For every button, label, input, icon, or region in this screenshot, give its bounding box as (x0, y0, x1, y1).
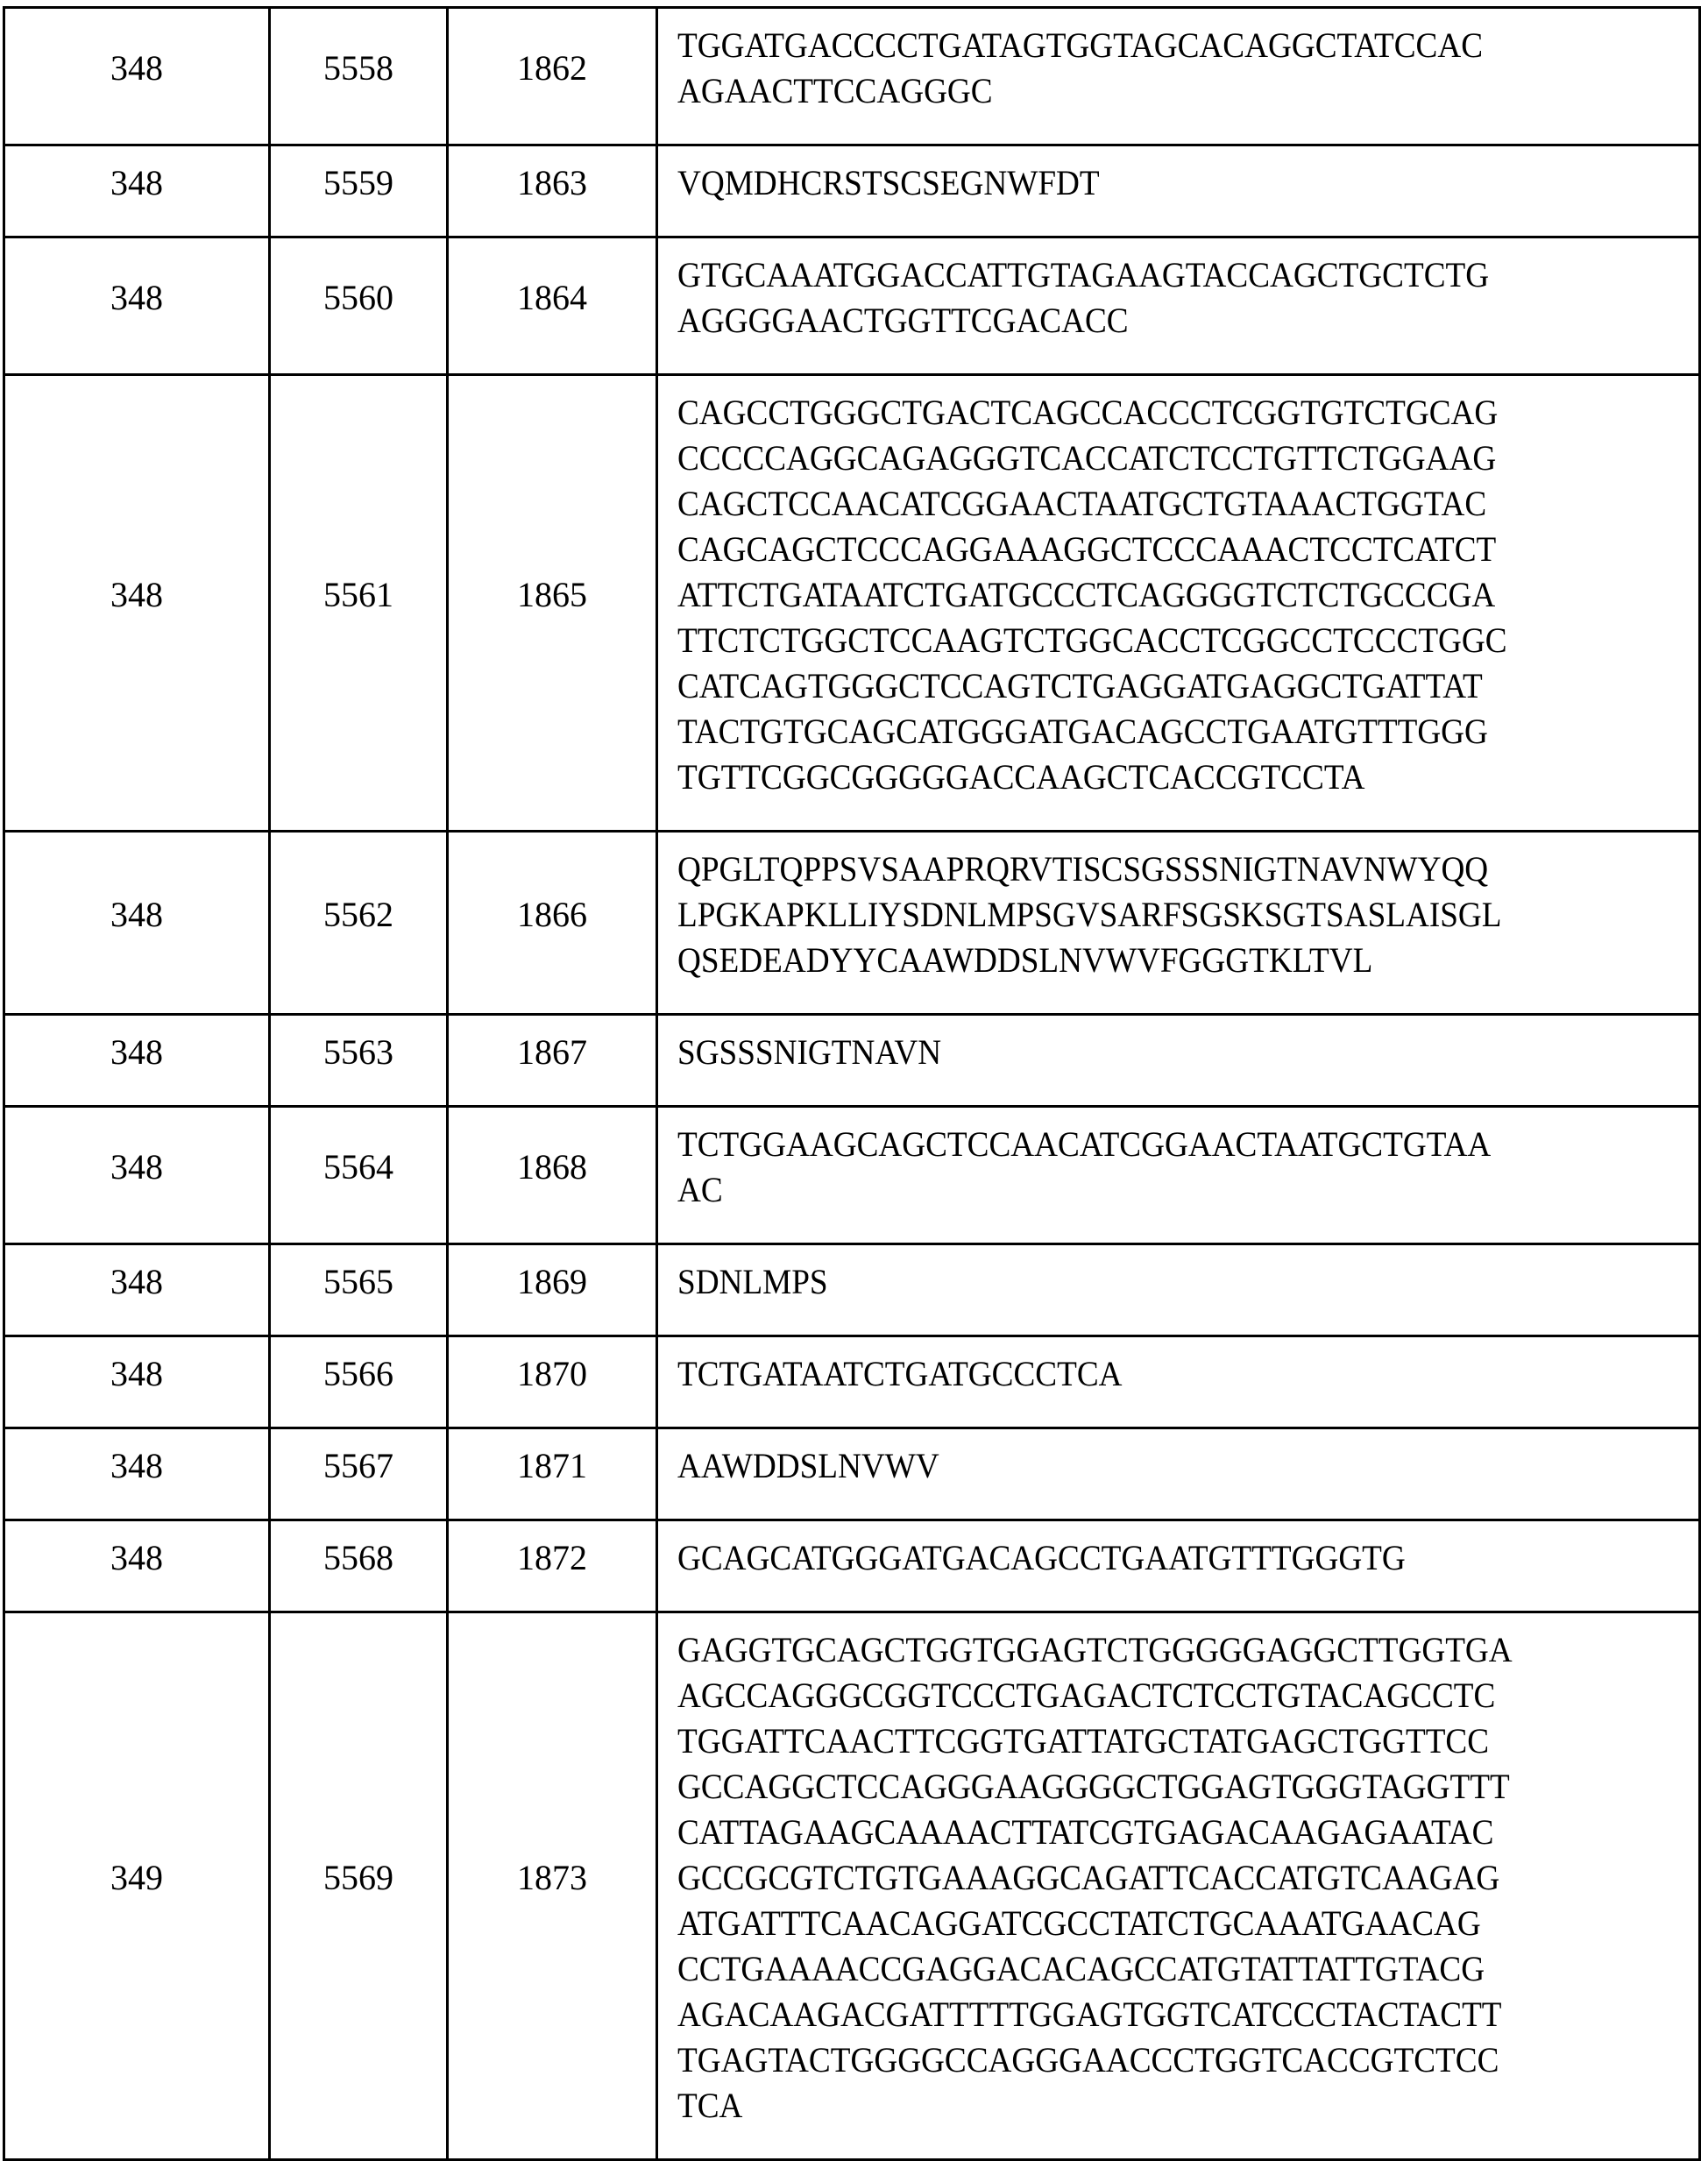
index-number-cell: 1864 (448, 237, 657, 375)
group-number-cell: 348 (4, 1107, 270, 1244)
sequence-cell (657, 1428, 1700, 1520)
index-number-cell: 1868 (448, 1107, 657, 1244)
sequence-cell (657, 832, 1700, 1015)
sequence-line: AGCCAGGGCGGTCCCTGAGACTCTCCTGTACAGCCTC (677, 1673, 1619, 1718)
sequence-line: VQMDHCRSTSCSEGNWFDT (677, 160, 1619, 206)
seq-id-cell: 5568 (270, 1520, 448, 1612)
group-number-cell: 348 (4, 1336, 270, 1428)
group-number-cell: 348 (4, 145, 270, 237)
seq-id-cell: 5562 (270, 832, 448, 1015)
sequence-line: CAGCAGCTCCCAGGAAAGGCTCCCAAACTCCTCATCT (677, 527, 1619, 572)
sequence-cell (657, 375, 1700, 832)
sequence-table (3, 6, 1701, 2161)
seq-id-cell: 5558 (270, 8, 448, 145)
sequence-cell (657, 1244, 1700, 1336)
table-row (4, 1520, 1700, 1612)
sequence-cell (657, 145, 1700, 237)
sequence-cell (657, 1336, 1700, 1428)
seq-id-cell: 5569 (270, 1612, 448, 2160)
table-row (4, 8, 1700, 145)
seq-id-cell: 5565 (270, 1244, 448, 1336)
sequence-line: AGACAAGACGATTTTTGGAGTGGTCATCCCTACTACTT (677, 1992, 1619, 2037)
table-row (4, 1107, 1700, 1244)
sequence-cell (657, 237, 1700, 375)
index-number-cell: 1862 (448, 8, 657, 145)
index-number-cell: 1870 (448, 1336, 657, 1428)
sequence-line: AC (677, 1167, 1619, 1213)
index-number-cell: 1871 (448, 1428, 657, 1520)
group-number-cell: 349 (4, 1612, 270, 2160)
sequence-line: SDNLMPS (677, 1259, 1619, 1305)
seq-id-cell: 5560 (270, 237, 448, 375)
sequence-cell (657, 1015, 1700, 1107)
sequence-line: AAWDDSLNVWV (677, 1443, 1619, 1489)
table-row (4, 1336, 1700, 1428)
sequence-line: TGGATTCAACTTCGGTGATTATGCTATGAGCTGGTTCC (677, 1718, 1619, 1764)
sequence-line: CATCAGTGGGCTCCAGTCTGAGGATGAGGCTGATTAT (677, 663, 1619, 709)
sequence-line: TGTTCGGCGGGGGACCAAGCTCACCGTCCTA (677, 755, 1619, 800)
sequence-line: SGSSSNIGTNAVN (677, 1030, 1619, 1075)
sequence-line: GTGCAAATGGACCATTGTAGAAGTACCAGCTGCTCTG (677, 252, 1619, 298)
index-number-cell: 1866 (448, 832, 657, 1015)
sequence-line: CAGCCTGGGCTGACTCAGCCACCCTCGGTGTCTGCAG (677, 390, 1619, 436)
group-number-cell: 348 (4, 375, 270, 832)
index-number-cell: 1863 (448, 145, 657, 237)
sequence-line: ATGATTTCAACAGGATCGCCTATCTGCAAATGAACAG (677, 1901, 1619, 1946)
sequence-line: AGGGGAACTGGTTCGACACC (677, 298, 1619, 344)
sequence-line: CATTAGAAGCAAAACTTATCGTGAGACAAGAGAATAC (677, 1810, 1619, 1855)
sequence-line: QSEDEADYYCAAWDDSLNVWVFGGGTKLTVL (677, 938, 1619, 983)
seq-id-cell: 5567 (270, 1428, 448, 1520)
sequence-line: GCAGCATGGGATGACAGCCTGAATGTTTGGGTG (677, 1535, 1619, 1581)
sequence-table-body (4, 8, 1700, 2160)
group-number-cell: 348 (4, 1520, 270, 1612)
index-number-cell: 1865 (448, 375, 657, 832)
sequence-line: TACTGTGCAGCATGGGATGACAGCCTGAATGTTTGGG (677, 709, 1619, 755)
seq-id-cell: 5559 (270, 145, 448, 237)
sequence-line: TGGATGACCCCTGATAGTGGTAGCACAGGCTATCCAC (677, 23, 1619, 68)
seq-id-cell: 5566 (270, 1336, 448, 1428)
seq-id-cell: 5564 (270, 1107, 448, 1244)
group-number-cell: 348 (4, 1428, 270, 1520)
sequence-cell (657, 1612, 1700, 2160)
table-row (4, 1612, 1700, 2160)
index-number-cell: 1873 (448, 1612, 657, 2160)
table-row (4, 375, 1700, 832)
table-row (4, 145, 1700, 237)
group-number-cell: 348 (4, 1015, 270, 1107)
sequence-line: LPGKAPKLLIYSDNLMPSGVSARFSGSKSGTSASLAISGL (677, 892, 1619, 938)
sequence-line: TCA (677, 2083, 1619, 2129)
sequence-cell (657, 1520, 1700, 1612)
sequence-cell (657, 8, 1700, 145)
sequence-line: QPGLTQPPSVSAAPRQRVTISCSGSSSNIGTNAVNWYQQ (677, 847, 1619, 892)
table-row (4, 237, 1700, 375)
sequence-line: CCTGAAAACCGAGGACACAGCCATGTATTATTGTACG (677, 1946, 1619, 1992)
group-number-cell: 348 (4, 1244, 270, 1336)
sequence-line: TTCTCTGGCTCCAAGTCTGGCACCTCGGCCTCCCTGGC (677, 618, 1619, 663)
sequence-line: GCCGCGTCTGTGAAAGGCAGATTCACCATGTCAAGAG (677, 1855, 1619, 1901)
index-number-cell: 1869 (448, 1244, 657, 1336)
index-number-cell: 1867 (448, 1015, 657, 1107)
table-row (4, 1428, 1700, 1520)
sequence-line: GCCAGGCTCCAGGGAAGGGGCTGGAGTGGGTAGGTTT (677, 1764, 1619, 1810)
group-number-cell: 348 (4, 237, 270, 375)
sequence-cell (657, 1107, 1700, 1244)
table-row (4, 832, 1700, 1015)
sequence-line: TCTGGAAGCAGCTCCAACATCGGAACTAATGCTGTAA (677, 1122, 1619, 1167)
group-number-cell: 348 (4, 8, 270, 145)
seq-id-cell: 5563 (270, 1015, 448, 1107)
index-number-cell: 1872 (448, 1520, 657, 1612)
sequence-line: CAGCTCCAACATCGGAACTAATGCTGTAAACTGGTAC (677, 481, 1619, 527)
group-number-cell: 348 (4, 832, 270, 1015)
sequence-line: TCTGATAATCTGATGCCCTCA (677, 1351, 1619, 1397)
sequence-line: CCCCCAGGCAGAGGGTCACCATCTCCTGTTCTGGAAG (677, 436, 1619, 481)
table-row (4, 1015, 1700, 1107)
seq-id-cell: 5561 (270, 375, 448, 832)
sequence-line: TGAGTACTGGGGCCAGGGAACCCTGGTCACCGTCTCC (677, 2037, 1619, 2083)
sequence-line: GAGGTGCAGCTGGTGGAGTCTGGGGGAGGCTTGGTGA (677, 1627, 1619, 1673)
sequence-line: AGAACTTCCAGGGC (677, 68, 1619, 114)
table-row (4, 1244, 1700, 1336)
sequence-line: ATTCTGATAATCTGATGCCCTCAGGGGTCTCTGCCCGA (677, 572, 1619, 618)
